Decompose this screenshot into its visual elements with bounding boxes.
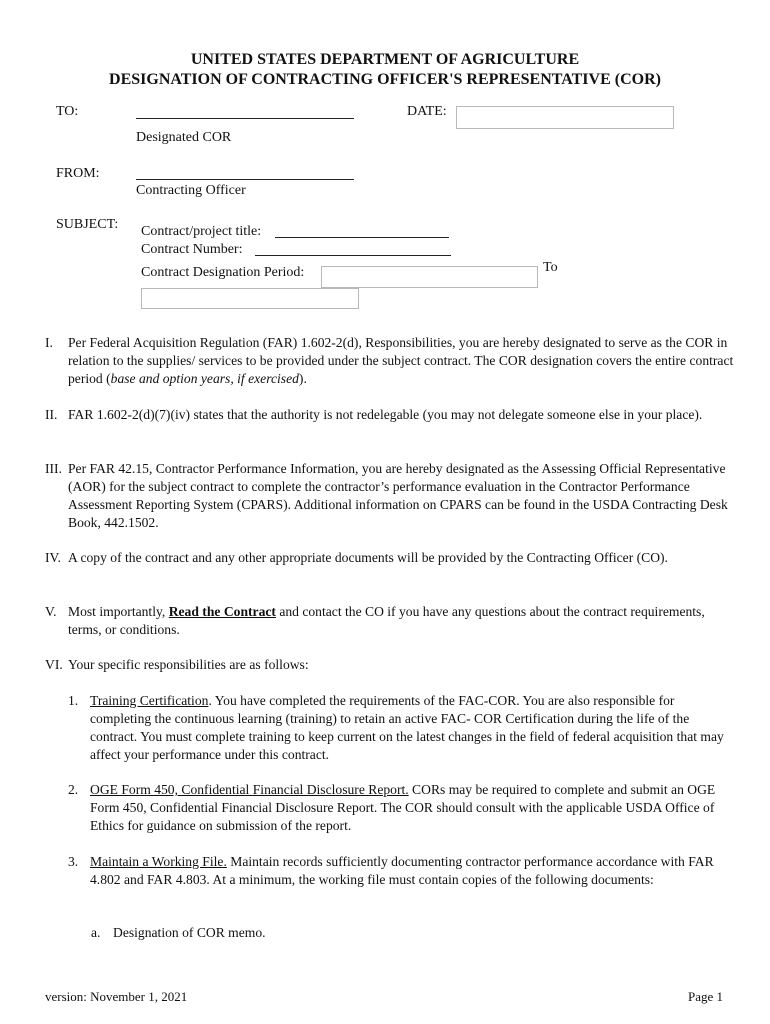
date-field[interactable] bbox=[456, 106, 674, 129]
to-caption: Designated COR bbox=[136, 130, 232, 145]
period-label: Contract Designation Period: bbox=[141, 265, 305, 280]
responsibility-item bbox=[68, 692, 730, 764]
item-1-heading: Training Certification bbox=[90, 693, 209, 708]
section-3-text: Per FAR 42.15, Contractor Performance Information, you are hereby designated as the Assessing Official Representative (AOR) for the subject contract to complete the contractor’s performance evaluation in the Contractor Performance Assessment Reporting System (CPARS). Additional information on CPARS can be found in the USDA Contracting Desk Book, 442.1502. bbox=[68, 461, 728, 530]
section-1-number: I. bbox=[45, 335, 53, 350]
subject-label: SUBJECT: bbox=[56, 217, 119, 232]
item-3-heading: Maintain a Working File. bbox=[90, 854, 227, 869]
item-2-heading: OGE Form 450, Confidential Financial Disclosure Report. bbox=[90, 782, 409, 797]
from-label: FROM: bbox=[56, 166, 100, 181]
from-caption: Contracting Officer bbox=[136, 183, 246, 198]
responsibility-item bbox=[68, 781, 730, 835]
period-start-value bbox=[322, 268, 326, 283]
subitem-a-letter: a. bbox=[91, 925, 101, 940]
section-3-number: III. bbox=[45, 461, 62, 476]
contract-title-label: Contract/project title: bbox=[141, 224, 262, 239]
section-3 bbox=[45, 460, 735, 532]
item-2-text: CORs may be required to complete and submit an OGE Form 450, Confidential Financial Disclosure Report. The COR should consult with the applicable USDA Office of Ethics for guidance on submission of the report. bbox=[90, 782, 716, 833]
item-1-text: . You have completed the requirements of the FAC-COR. You are also responsible for completing the continuous learning (training) to retain an active FAC- COR Certification during the life of the contract. You must complete training to keep current on the latest changes in the field of federal acquisition that may affect your performance under this contract. bbox=[90, 693, 724, 762]
item-2-number: 2. bbox=[68, 782, 79, 797]
section-2-number: II. bbox=[45, 407, 58, 422]
period-end-value bbox=[142, 290, 146, 305]
section-5 bbox=[45, 603, 735, 639]
section-6-number: VI. bbox=[45, 657, 63, 672]
footer-page-number: Page 1 bbox=[688, 989, 724, 1004]
period-end-field[interactable] bbox=[141, 288, 359, 309]
responsibility-item bbox=[68, 853, 730, 889]
section-2 bbox=[45, 406, 735, 424]
section-5-text: Most importantly, bbox=[68, 604, 169, 619]
section-6-text: Your specific responsibilities are as follows: bbox=[68, 657, 309, 672]
section-6 bbox=[45, 656, 735, 674]
section-4-text: A copy of the contract and any other appropriate documents will be provided by the Contracting Officer (CO). bbox=[68, 550, 668, 565]
document-title: UNITED STATES DEPARTMENT OF AGRICULTURE bbox=[190, 51, 580, 68]
date-field-value bbox=[457, 108, 461, 123]
to-line[interactable] bbox=[136, 118, 354, 119]
section-5-emphasis: Read the Contract bbox=[168, 604, 276, 619]
item-3-text: Maintain records sufficiently documenting contractor performance accordance with FAR 4.802 and FAR 4.803. At a minimum, the working file must contain copies of the following documents: bbox=[90, 854, 714, 887]
contract-number-label: Contract Number: bbox=[141, 242, 243, 257]
contract-title-line[interactable] bbox=[275, 237, 449, 238]
sub-item bbox=[91, 924, 711, 942]
section-1-text: Per Federal Acquisition Regulation (FAR) 1.602-2(d), Responsibilities, you are hereby designated to serve as the COR in relation to the supplies/ services to be provided under the subject contract. The COR designation covers the entire contract period ( bbox=[68, 335, 734, 386]
section-4 bbox=[45, 549, 735, 567]
section-4-number: IV. bbox=[45, 550, 61, 565]
item-1-number: 1. bbox=[68, 693, 79, 708]
period-to-label: To bbox=[543, 260, 558, 275]
to-label: TO: bbox=[56, 104, 79, 119]
document-subtitle: DESIGNATION OF CONTRACTING OFFICER'S REPRESENTATIVE (COR) bbox=[109, 71, 661, 88]
section-1 bbox=[45, 334, 735, 388]
from-line[interactable] bbox=[136, 179, 354, 180]
section-1-italic: base and option years, if exercised bbox=[110, 371, 299, 386]
section-2-text: FAR 1.602-2(d)(7)(iv) states that the authority is not redelegable (you may not delegate someone else in your place). bbox=[68, 407, 703, 422]
item-3-number: 3. bbox=[68, 854, 79, 869]
section-5-text-end: and contact the CO if you have any questions about the contract requirements, terms, or conditions. bbox=[68, 604, 705, 637]
period-start-field[interactable] bbox=[321, 266, 538, 288]
contract-number-line[interactable] bbox=[255, 255, 451, 256]
footer-version: version: November 1, 2021 bbox=[45, 989, 188, 1004]
date-label: DATE: bbox=[407, 104, 447, 119]
subitem-a-text: Designation of COR memo. bbox=[113, 925, 266, 940]
section-1-text-end: ). bbox=[298, 371, 307, 386]
section-5-number: V. bbox=[45, 604, 57, 619]
